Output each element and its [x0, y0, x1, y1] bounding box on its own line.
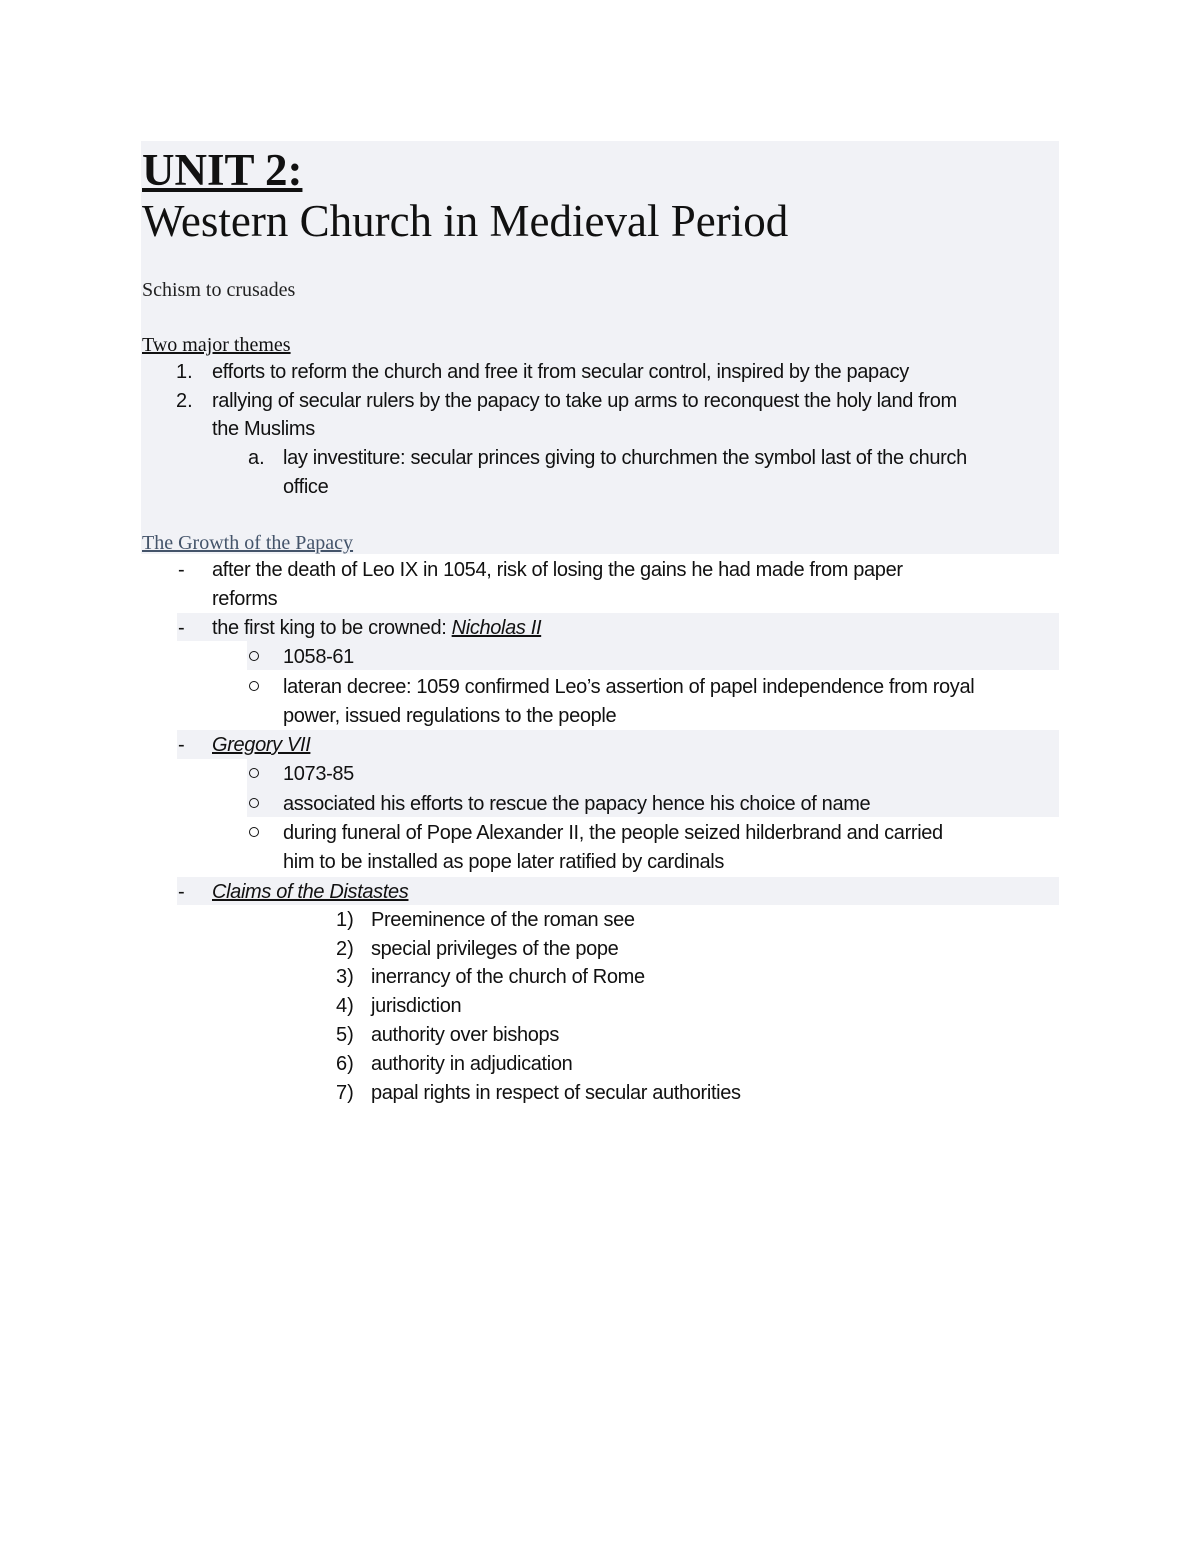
list-marker: 4) [336, 995, 354, 1017]
point-2-prefix: the first king to be crowned: [212, 617, 452, 639]
gregory-dates: 1073-85 [283, 763, 354, 785]
theme-item-2-continued: the Muslims [212, 418, 315, 440]
claim-item: authority over bishops [371, 1024, 559, 1046]
dash-bullet: - [178, 617, 185, 639]
list-marker: 2) [336, 938, 354, 960]
dash-bullet: - [178, 881, 185, 903]
gregory-vii-name: Gregory VII [212, 734, 311, 756]
nicholas-dates: 1058-61 [283, 646, 354, 668]
list-marker: 1) [336, 909, 354, 931]
gregory-efforts: associated his efforts to rescue the papacy hence his choice of name [283, 793, 871, 815]
tagline: Schism to crusades [142, 279, 296, 301]
dash-bullet: - [178, 734, 185, 756]
circle-bullet [249, 651, 259, 661]
claim-item: inerrancy of the church of Rome [371, 966, 645, 988]
themes-heading: Two major themes [142, 334, 291, 356]
circle-bullet [249, 798, 259, 808]
claim-item: papal rights in respect of secular authorities [371, 1082, 741, 1104]
lateran-decree: lateran decree: 1059 confirmed Leo’s assertion of papel independence from royal [283, 676, 975, 698]
lateran-decree-continued: power, issued regulations to the people [283, 705, 617, 727]
list-marker: 3) [336, 966, 354, 988]
list-marker: 7) [336, 1082, 354, 1104]
claim-item: jurisdiction [371, 995, 462, 1017]
claim-item: Preeminence of the roman see [371, 909, 635, 931]
list-marker: 6) [336, 1053, 354, 1075]
growth-point-1-continued: reforms [212, 588, 278, 610]
list-marker: 5) [336, 1024, 354, 1046]
circle-bullet [249, 827, 259, 837]
growth-point-2 [212, 617, 541, 640]
highlight-block [247, 641, 1059, 670]
circle-bullet [249, 768, 259, 778]
theme-subitem-continued: office [283, 476, 329, 498]
circle-bullet [249, 681, 259, 691]
document-subtitle: Western Church in Medieval Period [142, 196, 789, 246]
alexander-funeral-continued: him to be installed as pope later ratified by cardinals [283, 851, 725, 873]
list-marker: 1. [176, 361, 193, 383]
theme-item-2: rallying of secular rulers by the papacy to take up arms to reconquest the holy land from [212, 390, 957, 412]
nicholas-ii-name: Nicholas II [451, 617, 542, 639]
theme-subitem: lay investiture: secular princes giving to churchmen the symbol last of the church [283, 447, 967, 469]
dash-bullet: - [178, 559, 185, 581]
claim-item: special privileges of the pope [371, 938, 619, 960]
unit-title: UNIT 2: [142, 145, 303, 195]
growth-heading: The Growth of the Papacy [142, 532, 354, 554]
claim-item: authority in adjudication [371, 1053, 573, 1075]
highlight-block [141, 441, 246, 500]
theme-item-1: efforts to reform the church and free it from secular control, inspired by the papacy [212, 361, 909, 383]
growth-point-1: after the death of Leo IX in 1054, risk of losing the gains he had made from paper [212, 559, 903, 581]
claims-heading: Claims of the Distastes [212, 881, 409, 903]
list-marker: 2. [176, 390, 193, 412]
alexander-funeral: during funeral of Pope Alexander II, the people seized hilderbrand and carried [283, 822, 943, 844]
list-marker: a. [248, 447, 265, 469]
